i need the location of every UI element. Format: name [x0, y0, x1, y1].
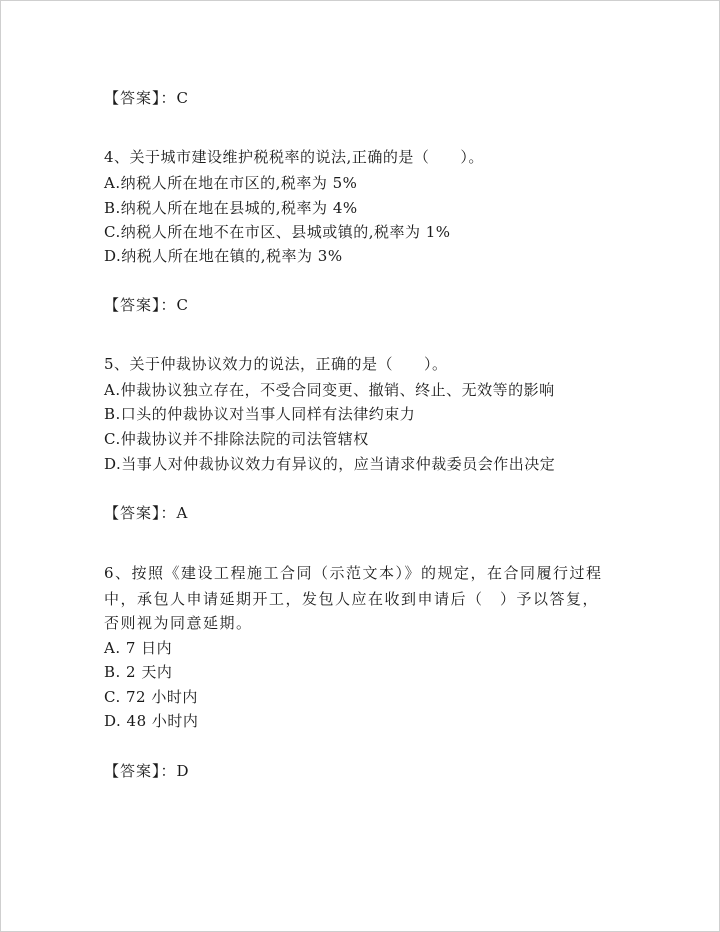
question-5-option-c: C.仲裁协议并不排除法院的司法管辖权 — [104, 430, 369, 448]
question-6-option-a: A. 7 日内 — [104, 639, 173, 657]
question-4-option-a: A.纳税人所在地在市区的,税率为 5% — [104, 174, 358, 192]
question-6-option-c: C. 72 小时内 — [104, 688, 198, 706]
question-5-option-a: A.仲裁协议独立存在，不受合同变更、撤销、终止、无效等的影响 — [104, 381, 555, 399]
question-5-stem: 5、关于仲裁协议效力的说法，正确的是（ ）。 — [104, 355, 448, 373]
question-6-stem-line-1: 6、按照《建设工程施工合同（示范文本）》的规定，在合同履行过程 — [104, 564, 603, 582]
question-6-option-d: D. 48 小时内 — [104, 712, 199, 730]
question-6-stem-line-3: 否则视为同意延期。 — [104, 614, 253, 632]
answer-q6: 【答案】：D — [104, 762, 190, 780]
answer-q4: 【答案】：C — [104, 296, 189, 314]
answer-q3: 【答案】：C — [104, 89, 189, 107]
question-6-option-b: B. 2 天内 — [104, 663, 173, 681]
question-4-option-c: C.纳税人所在地不在市区、县城或镇的,税率为 1% — [104, 223, 451, 241]
question-4-option-d: D.纳税人所在地在镇的,税率为 3% — [104, 247, 343, 265]
question-4-stem: 4、关于城市建设维护税税率的说法,正确的是（ ）。 — [104, 148, 484, 166]
question-5-option-b: B.口头的仲裁协议对当事人同样有法律约束力 — [104, 405, 416, 423]
question-4-option-b: B.纳税人所在地在县城的,税率为 4% — [104, 199, 358, 217]
question-5-option-d: D.当事人对仲裁协议效力有异议的，应当请求仲裁委员会作出决定 — [104, 455, 556, 473]
question-6-stem-line-2: 中，承包人申请延期开工，发包人应在收到申请后（ ）予以答复， — [104, 590, 600, 608]
answer-q5: 【答案】：A — [104, 504, 189, 522]
